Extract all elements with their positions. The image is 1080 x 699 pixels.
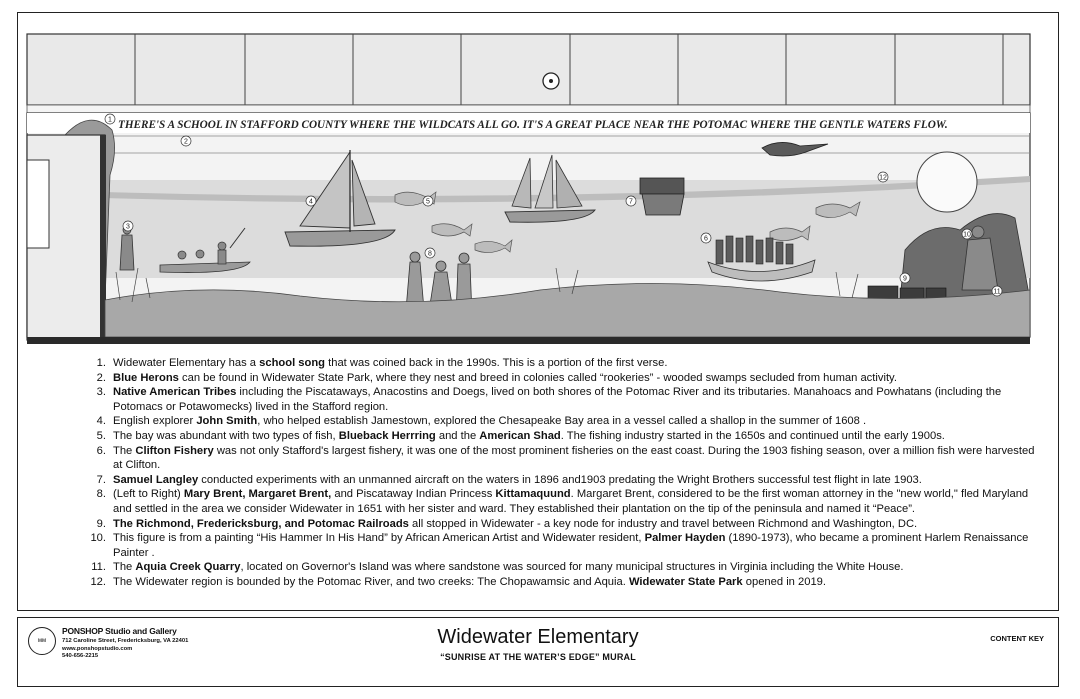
key-item-segment: The xyxy=(113,444,136,457)
key-item-text xyxy=(113,575,1038,590)
key-item-highlight: Blue Herons xyxy=(113,371,179,384)
studio-address: 712 Caroline Street, Fredericksburg, VA 22401 xyxy=(62,638,189,644)
key-item-highlight: Clifton Fishery xyxy=(135,444,214,457)
svg-text:1: 1 xyxy=(108,116,112,124)
marker-6 xyxy=(701,233,711,243)
key-item-text xyxy=(113,531,1038,560)
key-item-segment: . The fishing industry started in the 1650s and continued until the early 1900s. xyxy=(560,429,945,442)
marker-10 xyxy=(962,229,972,239)
svg-text:3: 3 xyxy=(126,223,130,231)
key-item-segment: that was coined back in the 1990s. This is a portion of the first verse. xyxy=(325,357,668,369)
marker-2 xyxy=(181,136,191,146)
key-item-segment: English explorer xyxy=(113,415,197,428)
marker-4 xyxy=(306,196,316,206)
key-item-highlight: Kittamaquund xyxy=(495,488,571,501)
marker-3 xyxy=(123,221,133,231)
key-item-segment: (1890-1973), who became a prominent Harlem Renaissance Painter . xyxy=(113,532,1029,559)
marker-7 xyxy=(626,196,636,206)
studio-phone: 540-656-2215 xyxy=(62,653,99,659)
document-subtitle: “SUNRISE AT THE WATER’S EDGE” MURAL xyxy=(440,652,636,662)
key-item-8 xyxy=(88,487,1038,516)
key-item-segment: can be found in Widewater State Park, where they nest and breed in colonies called “rookeries” - wooded swamps secluded from human activity. xyxy=(178,371,897,384)
key-item-highlight: Blueback Herrring xyxy=(338,429,436,442)
key-item-segment: opened in 2019. xyxy=(742,575,827,588)
key-item-highlight: school song xyxy=(259,357,326,369)
content-key-label: CONTENT KEY xyxy=(990,634,1044,643)
key-item-segment: . Margaret Brent, considered to be the first woman attorney in the "new world," fled Maryland and settled in the area we consider Widewater in 1651 with her sister and ward. They established their plantation on the tip of the peninsula and named it “Peace”. xyxy=(113,488,1029,515)
key-item-number: 4. xyxy=(96,415,106,428)
key-item-1 xyxy=(88,356,1038,371)
key-item-segment: conducted experiments with an unmanned aircraft on the waters in 1896 and1903 predating the Wright Brothers successful test flight in late 1903. xyxy=(198,473,922,486)
svg-text:9: 9 xyxy=(903,275,907,283)
key-item-segment: was not only Stafford's largest fishery, it was one of the most prominent fisheries on the east coast. During the 1903 fishing season, over a million fish were harvested at Clifton. xyxy=(113,444,1035,472)
studio-name: PONSHOP Studio and Gallery xyxy=(62,626,177,636)
marker-8 xyxy=(425,248,435,258)
key-item-number: 10. xyxy=(90,532,106,545)
svg-text:6: 6 xyxy=(704,235,708,243)
key-item-number: 5. xyxy=(96,429,106,442)
title-block xyxy=(17,617,1059,687)
svg-text:11: 11 xyxy=(993,288,1001,296)
key-item-9 xyxy=(88,517,1038,532)
key-item-7 xyxy=(88,473,1038,488)
key-item-segment: and Piscataway Indian Princess xyxy=(331,488,496,501)
key-item-3 xyxy=(88,385,1038,414)
key-item-segment: all stopped in Widewater - a key node for industry and travel between Richmond and Washington, DC. xyxy=(408,517,918,530)
key-item-12 xyxy=(88,575,1038,590)
key-item-number: 2. xyxy=(96,371,106,384)
key-item-highlight: John Smith xyxy=(196,415,258,428)
key-item-highlight: Native American Tribes xyxy=(113,386,237,399)
key-item-highlight: The Richmond, Fredericksburg, and Potomac Railroads xyxy=(113,517,409,530)
svg-text:5: 5 xyxy=(426,198,430,206)
key-item-number: 8. xyxy=(96,488,106,501)
key-item-number: 6. xyxy=(96,444,106,457)
key-item-text xyxy=(113,444,1038,473)
svg-text:10: 10 xyxy=(963,231,971,239)
marker-12 xyxy=(878,172,888,182)
key-item-segment: , who helped establish Jamestown, explored the Chesapeake Bay area in a vessel called a shallop in the summer of 1608 . xyxy=(257,415,867,428)
key-item-number: 11. xyxy=(91,561,106,574)
key-item-highlight: American Shad xyxy=(479,429,561,442)
content-key-list xyxy=(88,356,1038,590)
key-item-highlight: Aquia Creek Quarry xyxy=(135,561,241,574)
key-item-number: 12. xyxy=(90,575,106,588)
svg-text:2: 2 xyxy=(184,138,188,146)
key-item-number: 3. xyxy=(96,386,106,399)
marker-1 xyxy=(105,114,115,124)
key-item-segment: The xyxy=(113,561,136,574)
key-item-2 xyxy=(88,371,1038,386)
key-item-5 xyxy=(88,429,1038,444)
studio-logo-icon: ᴍᴍ xyxy=(28,627,56,655)
key-item-6 xyxy=(88,444,1038,473)
key-item-number: 9. xyxy=(96,517,106,530)
key-item-text xyxy=(113,385,1038,414)
key-item-4 xyxy=(88,414,1038,429)
marker-5 xyxy=(423,196,433,206)
marker-11 xyxy=(992,286,1002,296)
key-item-segment: (Left to Right) xyxy=(113,488,184,501)
key-item-text xyxy=(113,560,1038,575)
key-item-segment: , located on Governor's Island was where sandstone was sourced for many municipal structures in Virginia including the White House. xyxy=(240,561,904,574)
key-item-segment: Widewater Elementary has a xyxy=(113,357,260,369)
key-item-11 xyxy=(88,560,1038,575)
key-item-highlight: Palmer Hayden xyxy=(644,532,726,545)
svg-text:4: 4 xyxy=(309,198,313,206)
mural-banner-text: THERE'S A SCHOOL IN STAFFORD COUNTY WHERE THE WILDCATS ALL GO. IT'S A GREAT PLACE NEAR THE POTOMAC WHERE THE GENTLE WATERS FLOW. xyxy=(118,119,948,131)
key-item-text xyxy=(113,356,1038,371)
svg-text:8: 8 xyxy=(428,250,432,258)
marker-9 xyxy=(900,273,910,283)
studio-website: www.ponshopstudio.com xyxy=(62,646,133,652)
key-item-number: 7. xyxy=(96,473,106,486)
key-item-segment: including the Piscataways, Anacostins and Doegs, lived on both shores of the Potomac River and its tributaries. Manahoacs and Powhatans (including the Potomacs or Potawomecks) lived in the Stafford region. xyxy=(113,386,1002,413)
key-item-segment: The Widewater region is bounded by the Potomac River, and two creeks: The Chopawamsic and Aquia. xyxy=(113,575,629,588)
svg-text:12: 12 xyxy=(879,174,887,182)
key-item-text xyxy=(113,414,1038,429)
key-item-number: 1. xyxy=(96,357,106,369)
key-item-segment: The bay was abundant with two types of fish, xyxy=(113,429,339,442)
key-item-text xyxy=(113,473,1038,488)
key-item-segment: and the xyxy=(435,429,480,442)
key-item-text xyxy=(113,429,1038,444)
key-item-10 xyxy=(88,531,1038,560)
key-item-highlight: Widewater State Park xyxy=(628,575,743,588)
key-item-text xyxy=(113,517,1038,532)
document-title: Widewater Elementary xyxy=(437,626,639,648)
key-item-text xyxy=(113,371,1038,386)
key-item-highlight: Samuel Langley xyxy=(113,473,199,486)
svg-text:7: 7 xyxy=(629,198,633,206)
key-item-segment: This figure is from a painting “His Hammer In His Hand” by African American Artist and Widewater resident, xyxy=(113,532,645,545)
key-item-highlight: Mary Brent, Margaret Brent, xyxy=(183,488,332,501)
key-item-text xyxy=(113,487,1038,516)
